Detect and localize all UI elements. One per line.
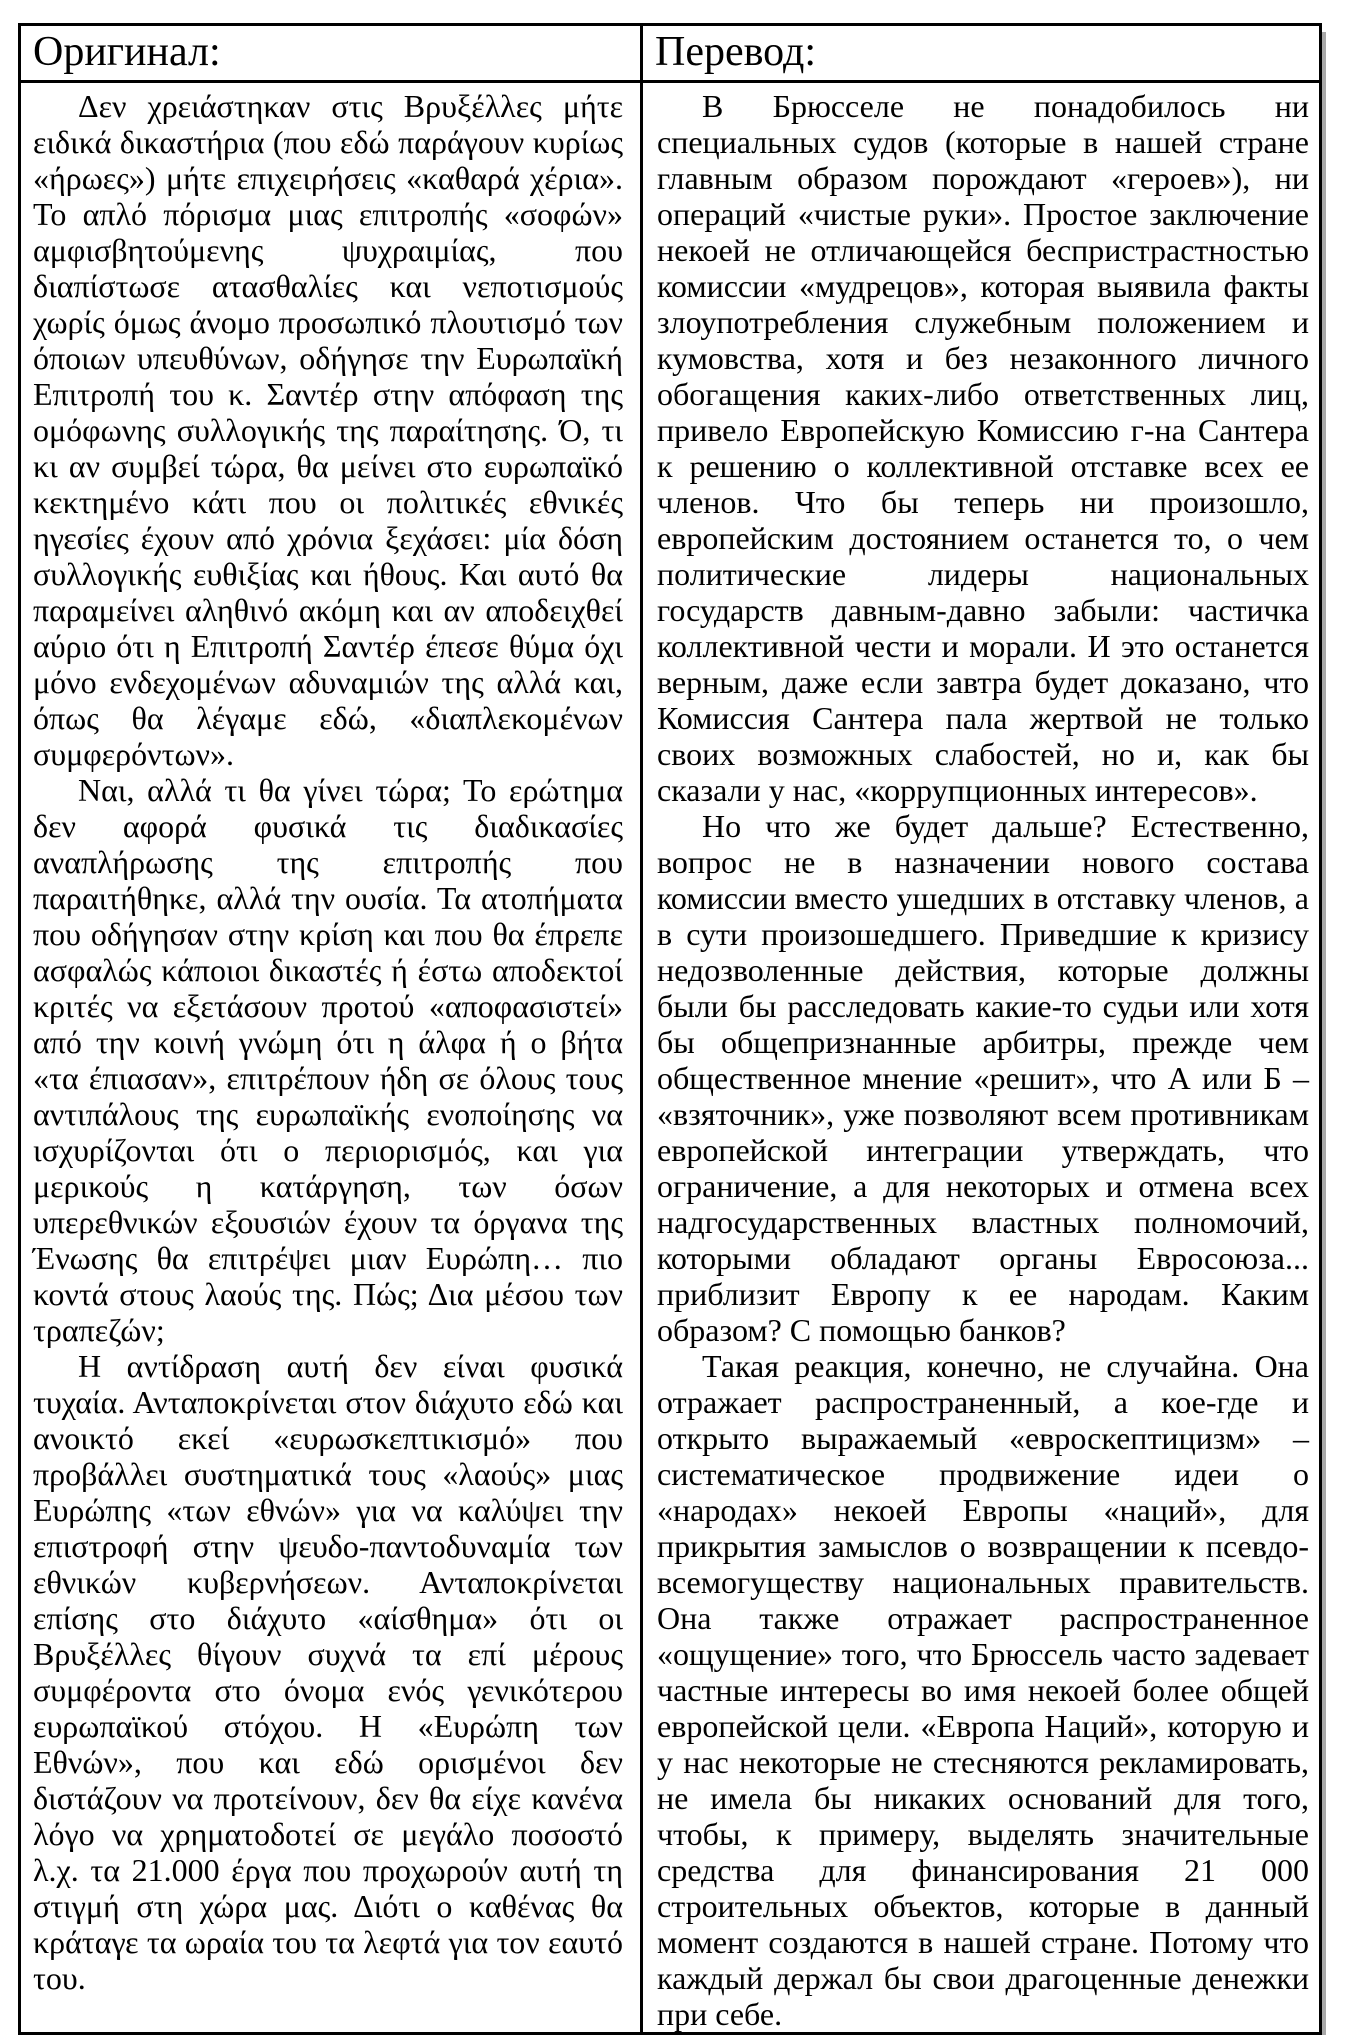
translation-column-header: Перевод: xyxy=(642,25,1321,82)
table-header-row xyxy=(20,25,1321,82)
paragraph: В Брюсселе не понадобилось ни специальных судов (которые в нашей стране главным образом порождают «героев»), ни операций «чистые руки». Простое заключение некоей не отличающейся беспристрастностью комиссии «мудрецов», которая выявила факты злоупотребления служебным положением и кумовства, хотя и без незаконного личного обогащения каких-либо ответственных лиц, привело Европейскую Комиссию г-на Сантера к решению о коллективной отставке всех ее членов. Что бы теперь ни произошло, европейским достоянием останется то, о чем политические лидеры национальных государств давным-давно забыли: частичка коллективной чести и морали. И это останется верным, даже если завтра будет доказано, что Комиссия Сантера пала жертвой не только своих возможных слабостей, но и, как бы сказали у нас, «коррупционных интересов». xyxy=(657,88,1309,808)
paragraph: Η αντίδραση αυτή δεν είναι φυσικά τυχαία. Ανταποκρίνεται στον διάχυτο εδώ και ανοικτό εκεί «ευρωσκεπτικισμό» που προβάλλει συστηματικά τους «λαούς» μιας Ευρώπης «των εθνών» για να καλύψει την επιστροφή στην ψευδο-παντοδυναμία των εθνικών κυβερνήσεων. Ανταποκρίνεται επίσης στο διάχυτο «αίσθημα» ότι οι Βρυξέλλες θίγουν συχνά τα επί μέρους συμφέροντα στο όνομα ενός γενικότερου ευρωπαϊκού στόχου. Η «Ευρώπη των Εθνών», που και εδώ ορισμένοι δεν διστάζουν να προτείνουν, δεν θα είχε κανένα λόγο να χρηματοδοτεί σε μεγάλο ποσοστό λ.χ. τα 21.000 έργα που προχωρούν αυτή τη στιγμή στη χώρα μας. Διότι ο καθένας θα κράταγε τα ωραία του τα λεφτά για τον εαυτό του. xyxy=(33,1348,623,1996)
original-column-header: Оригинал: xyxy=(20,25,642,82)
translation-text-cell xyxy=(642,82,1321,2034)
translation-comparison-table xyxy=(18,23,1322,2035)
paragraph: Δεν χρειάστηκαν στις Βρυξέλλες μήτε ειδικά δικαστήρια (που εδώ παράγουν κυρίως «ήρωες») μήτε επιχειρήσεις «καθαρά χέρια». Το απλό πόρισμα μιας επιτροπής «σοφών» αμφισβητούμενης ψυχραιμίας, που διαπίστωσε ατασθαλίες και νεποτισμούς χωρίς όμως άνομο προσωπικό πλουτισμό των όποιων υπευθύνων, οδήγησε την Ευρωπαϊκή Επιτροπή του κ. Σαντέρ στην απόφαση της ομόφωνης συλλογικής της παραίτησης. Ό, τι κι αν συμβεί τώρα, θα μείνει στο ευρωπαϊκό κεκτημένο κάτι που οι πολιτικές εθνικές ηγεσίες έχουν από χρόνια ξεχάσει: μία δόση συλλογικής ευθιξίας και ήθους. Και αυτό θα παραμείνει αληθινό ακόμη και αν αποδειχθεί αύριο ότι η Επιτροπή Σαντέρ έπεσε θύμα όχι μόνο ενδεχομένων αδυναμιών της αλλά και, όπως θα λέγαμε εδώ, «διαπλεκομένων συμφερόντων». xyxy=(33,88,623,772)
paragraph: Но что же будет дальше? Естественно, вопрос не в назначении нового состава комиссии вместо ушедших в отставку членов, а в сути произошедшего. Приведшие к кризису недозволенные действия, которые должны были бы расследовать какие-то судьи или хотя бы общепризнанные арбитры, прежде чем общественное мнение «решит», что А или Б – «взяточник», уже позволяют всем противникам европейской интеграции утверждать, что ограничение, а для некоторых и отмена всех надгосударственных властных полномочий, которыми обладают органы Евросоюза... приблизит Европу к ее народам. Каким образом? С помощью банков? xyxy=(657,808,1309,1348)
paragraph: Ναι, αλλά τι θα γίνει τώρα; Το ερώτημα δεν αφορά φυσικά τις διαδικασίες αναπλήρωσης της επιτροπής που παραιτήθηκε, αλλά την ουσία. Τα ατοπήματα που οδήγησαν στην κρίση και που θα έπρεπε ασφαλώς κάποιοι δικαστές ή έστω αποδεκτοί κριτές να εξετάσουν προτού «αποφασιστεί» από την κοινή γνώμη ότι η άλφα ή ο βήτα «τα έπιασαν», επιτρέπουν ήδη σε όλους τους αντιπάλους της ευρωπαϊκής ενοποίησης να ισχυρίζονται ότι ο περιορισμός, και για μερικούς η κατάργηση, των όσων υπερεθνικών εξουσιών έχουν τα όργανα της Ένωσης θα επιτρέψει μιαν Ευρώπη… πιο κοντά στους λαούς της. Πώς; Δια μέσου των τραπεζών; xyxy=(33,772,623,1348)
table-body xyxy=(20,82,1321,2034)
paragraph: Такая реакция, конечно, не случайна. Она отражает распространенный, а кое-где и открыто выражаемый «евроскептицизм» – систематическое продвижение идеи о «народах» некоей Европы «наций», для прикрытия замыслов о возвращении к псевдо-всемогуществу национальных правительств. Она также отражает распространенное «ощущение» того, что Брюссель часто задевает частные интересы во имя некоей более общей европейской цели. «Европа Наций», которую и у нас некоторые не стесняются рекламировать, не имела бы никаких оснований для того, чтобы, к примеру, выделять значительные средства для финансирования 21 000 строительных объектов, которые в данный момент создаются в нашей стране. Потому что каждый держал бы свои драгоценные денежки при себе. xyxy=(657,1348,1309,2032)
original-text-cell xyxy=(20,82,642,2034)
